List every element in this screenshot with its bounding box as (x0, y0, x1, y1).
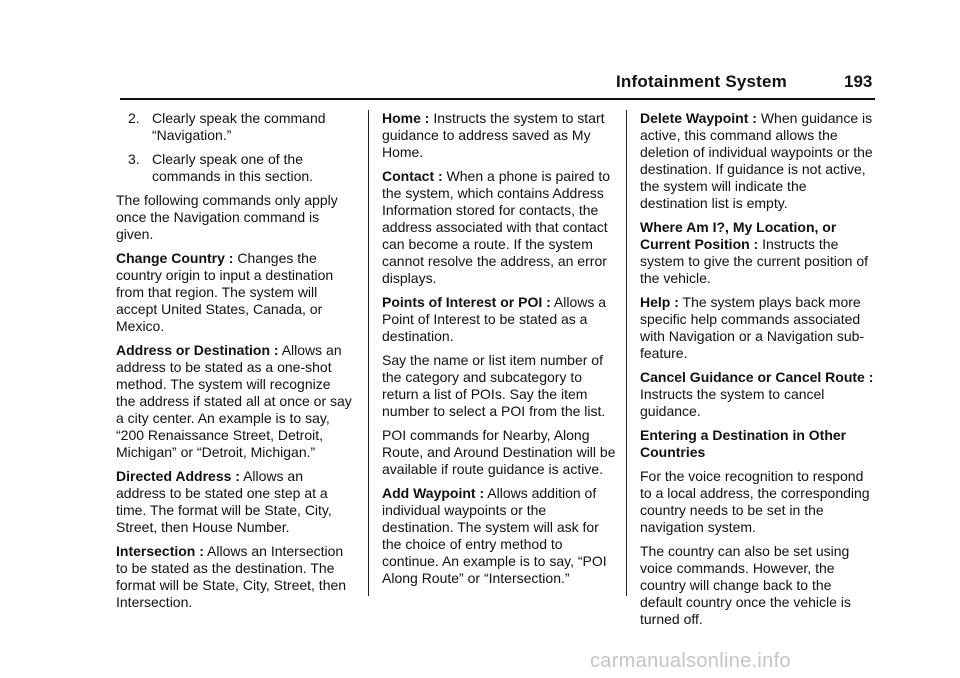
column-3 (640, 110, 876, 635)
command-desc: Allows an address to be stated one step at a time. The format will be State, City, Street, then House Number. (116, 468, 332, 535)
poi-paragraph-2: POI commands for Nearby, Along Route, and Around Destination will be available if route guidance is active. (382, 427, 616, 477)
command-change-country (116, 250, 352, 335)
command-term: Cancel Guidance or Cancel Route : (640, 369, 874, 385)
other-countries-paragraph-2: The country can also be set using voice commands. However, the country will change back to the default country once the vehicle is turned off. (640, 543, 851, 627)
command-delete-waypoint (640, 110, 876, 212)
command-desc: Instructs the system to give the current position of the vehicle. (640, 236, 868, 286)
command-poi (382, 294, 618, 345)
command-desc: Changes the country origin to input a destination from that region. The system will accept United States, Canada, or Mexico. (116, 250, 334, 334)
command-cancel-guidance (640, 369, 876, 420)
command-desc: When guidance is active, this command allows the deletion of individual waypoints or the destination. If guidance is not active, the system will indicate the destination list is empty. (640, 110, 873, 211)
command-term: Where Am I?, My Location, or Current Position : (640, 219, 837, 252)
command-term: Add Waypoint : (382, 485, 485, 501)
command-desc: When a phone is paired to the system, which contains Address Information stored for contacts, the address associated with that contact can become a route. If the system cannot resolve the address, an error displays. (382, 168, 611, 286)
column-divider-1 (368, 110, 369, 596)
command-address-destination (116, 342, 352, 461)
command-directed-address (116, 468, 352, 536)
step-item (116, 151, 352, 185)
command-desc: Allows an Intersection to be stated as the destination. The format will be State, City, Street, then Intersection. (116, 543, 347, 610)
command-term: Directed Address : (116, 468, 240, 484)
page-number: 193 (844, 72, 873, 91)
section-heading: Entering a Destination in Other Countries (640, 427, 847, 460)
command-desc: Instructs the system to start guidance to address saved as My Home. (382, 110, 605, 160)
command-desc: Allows addition of individual waypoints or the destination. The system will ask for the choice of entry method to continue. An example is to say, “POI Along Route” or “Intersection.” (382, 485, 607, 586)
intro-paragraph: The following commands only apply once the Navigation command is given. (116, 192, 338, 242)
command-term: Intersection : (116, 543, 204, 559)
step-text: Clearly speak one of the commands in this section. (152, 151, 314, 184)
step-item (116, 110, 352, 144)
command-term: Contact : (382, 168, 443, 184)
other-countries-paragraph-1: For the voice recognition to respond to a local address, the corresponding country needs to be set in the navigation system. (640, 468, 870, 535)
step-number: 3. (128, 151, 140, 167)
column-1 (116, 110, 352, 618)
command-desc: The system plays back more specific help commands associated with Navigation or a Navigation sub-feature. (640, 294, 865, 361)
command-desc: Allows an address to be stated as a one-shot method. The system will recognize the address if stated all at once or say a city center. An example is to say, “200 Renaissance Street, Detroit, Michigan” or “Detroit, Michigan.” (116, 342, 352, 460)
command-term: Home : (382, 110, 430, 126)
command-contact (382, 168, 618, 287)
header-rule (120, 98, 875, 100)
column-divider-2 (626, 110, 627, 596)
command-term: Points of Interest or POI : (382, 294, 551, 310)
command-term: Help : (640, 294, 679, 310)
step-number: 2. (128, 110, 140, 126)
command-desc: Instructs the system to cancel guidance. (640, 386, 825, 419)
command-term: Address or Destination : (116, 342, 279, 358)
command-intersection (116, 543, 352, 611)
site-watermark: carmanualsonline.info (590, 650, 791, 672)
command-term: Change Country : (116, 250, 234, 266)
step-list (116, 110, 352, 185)
poi-paragraph-1: Say the name or list item number of the category and subcategory to return a list of POIs. Say the item number to select a POI from the list. (382, 352, 606, 419)
command-desc: Allows a Point of Interest to be stated as a destination. (382, 294, 607, 344)
column-2 (382, 110, 618, 594)
step-text: Clearly speak the command “Navigation.” (152, 110, 326, 143)
command-term: Delete Waypoint : (640, 110, 757, 126)
command-add-waypoint (382, 485, 618, 587)
command-where-am-i (640, 219, 876, 287)
command-help (640, 294, 876, 362)
section-title: Infotainment System (616, 72, 787, 91)
command-home (382, 110, 618, 161)
